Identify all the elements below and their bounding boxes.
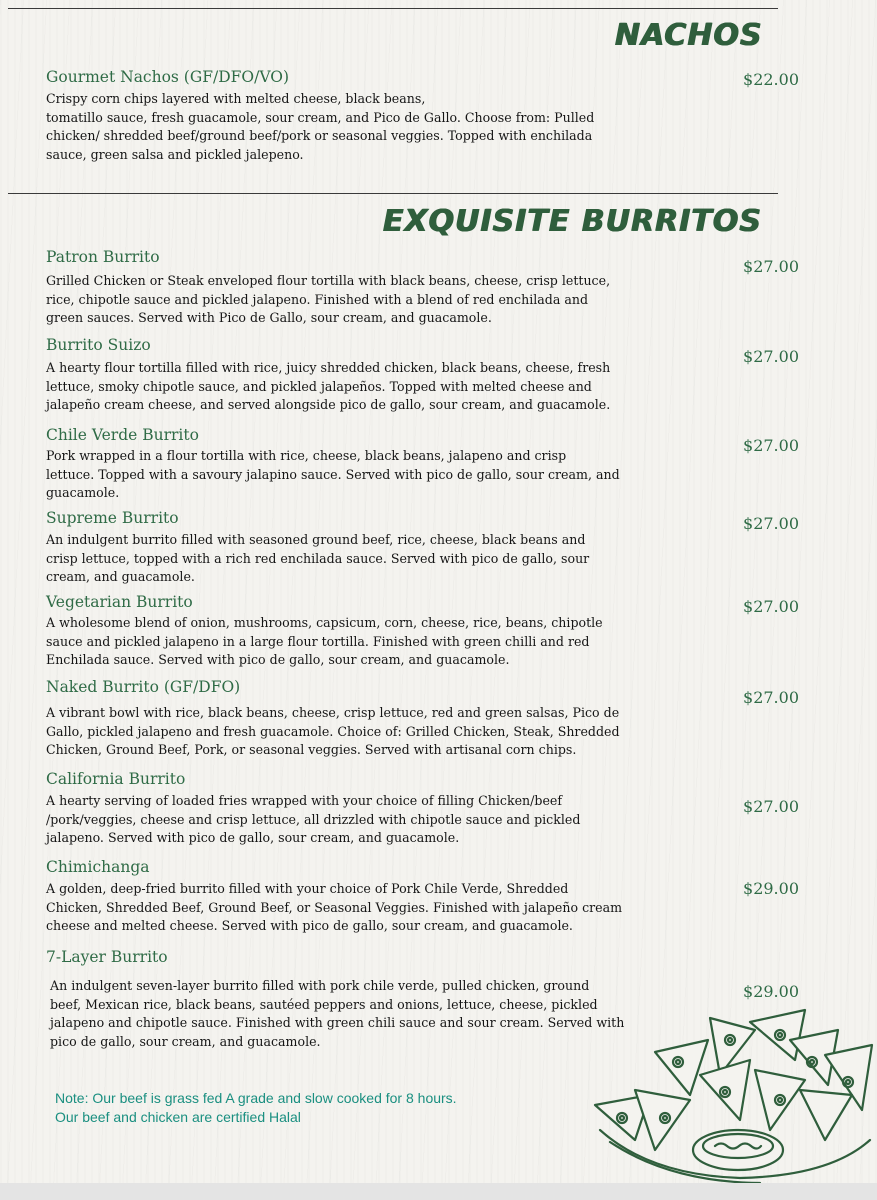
menu-item-name: 7-Layer Burrito (46, 948, 168, 966)
menu-item-description: A vibrant bowl with rice, black beans, cheese, crisp lettuce, red and green salsas, Pico de Gallo, pickled jalapeno and fresh guacamole. Choice of: Grilled Chicken, Steak, Shredded Chicken, Ground Beef, Pork, or seasonal veggies. Served with artisanal corn chips. (46, 705, 620, 757)
note-line-2: Our beef and chicken are certified Halal (55, 1109, 301, 1125)
footer-note (55, 1089, 457, 1127)
nachos-bowl-illustration-icon (590, 1000, 877, 1183)
menu-item-price: $27.00 (743, 347, 799, 366)
top-divider (8, 8, 778, 9)
menu-item-name: Chile Verde Burrito (46, 426, 199, 444)
menu-item-description: A hearty flour tortilla filled with rice, juicy shredded chicken, black beans, cheese, fresh lettuce, smoky chipotle sauce, and pickled jalapeños. Topped with melted cheese and jalapeño cream cheese, and served alongside pico de gallo, sour cream, and guacamole. (46, 360, 611, 412)
menu-item-price: $29.00 (743, 982, 799, 1001)
menu-item-description: A golden, deep-fried burrito filled with your choice of Pork Chile Verde, Shredded Chicken, Shredded Beef, Ground Beef, or Seasonal Veggies. Finished with jalapeño cream cheese and melted cheese. Served with pico de gallo, sour cream, and guacamole. (46, 881, 623, 933)
menu-item-description: Pork wrapped in a flour tortilla with rice, cheese, black beans, jalapeno and crisp lettuce. Topped with a savoury jalapino sauce. Served with pico de gallo, sour cream, and guacamole. (46, 448, 620, 500)
menu-item-description: A wholesome blend of onion, mushrooms, capsicum, corn, cheese, rice, beans, chipotle sauce and pickled jalapeno in a large flour tortilla. Finished with green chilli and red Enchilada sauce. Served with pico de gallo, sour cream, and guacamole. (46, 615, 603, 667)
menu-item-description: An indulgent burrito filled with seasoned ground beef, rice, cheese, black beans and crisp lettuce, topped with a rich red enchilada sauce. Served with pico de gallo, sour cream, and guacamole. (46, 532, 590, 584)
menu-item-name: Naked Burrito (GF/DFO) (46, 678, 241, 696)
menu-item-name: California Burrito (46, 770, 186, 788)
note-line-1: Note: Our beef is grass fed A grade and slow cooked for 8 hours. (55, 1090, 457, 1106)
menu-item-price: $22.00 (743, 70, 799, 89)
menu-item-description: A hearty serving of loaded fries wrapped with your choice of filling Chicken/beef /pork/veggies, cheese and crisp lettuce, all drizzled with chipotle sauce and pickled jalapeno. Served with pico de gallo, sour cream, and guacamole. (46, 793, 581, 845)
menu-item-name: Gourmet Nachos (GF/DFO/VO) (46, 68, 290, 86)
bottom-strip (0, 1183, 877, 1200)
menu-item-name: Patron Burrito (46, 248, 160, 266)
menu-item-price: $27.00 (743, 257, 799, 276)
section-divider (8, 193, 778, 194)
menu-item-price: $27.00 (743, 436, 799, 455)
menu-item-price: $27.00 (743, 597, 799, 616)
menu-item-price: $27.00 (743, 688, 799, 707)
menu-item-price: $29.00 (743, 879, 799, 898)
nachos-section-title: NACHOS (615, 18, 763, 53)
menu-item-description: Crispy corn chips layered with melted cheese, black beans, tomatillo sauce, fresh guacamole, sour cream, and Pico de Gallo. Choose from: Pulled chicken/ shredded beef/ground beef/pork or seasonal veggies. Topped with enchilada sauce, green salsa and pickled jalepeno. (46, 91, 595, 162)
menu-item-price: $27.00 (743, 514, 799, 533)
menu-item-name: Burrito Suizo (46, 336, 151, 354)
menu-item-name: Supreme Burrito (46, 509, 179, 527)
burritos-section-title: EXQUISITE BURRITOS (383, 204, 762, 239)
menu-item-description: Grilled Chicken or Steak enveloped flour tortilla with black beans, cheese, crisp lettuce, rice, chipotle sauce and pickled jalapeno. Finished with a blend of red enchilada and green sauces. Served with Pico de Gallo, sour cream, and guacamole. (46, 273, 611, 325)
menu-item-description: An indulgent seven-layer burrito filled with pork chile verde, pulled chicken, ground beef, Mexican rice, black beans, sautéed peppers and onions, lettuce, cheese, pickled jalapeno and chipotle sauce. Finished with green chili sauce and sour cream. Served with pico de gallo, sour cream, and guacamole. (50, 978, 625, 1049)
menu-item-price: $27.00 (743, 797, 799, 816)
menu-item-name: Chimichanga (46, 858, 150, 876)
menu-item-name: Vegetarian Burrito (46, 593, 193, 611)
